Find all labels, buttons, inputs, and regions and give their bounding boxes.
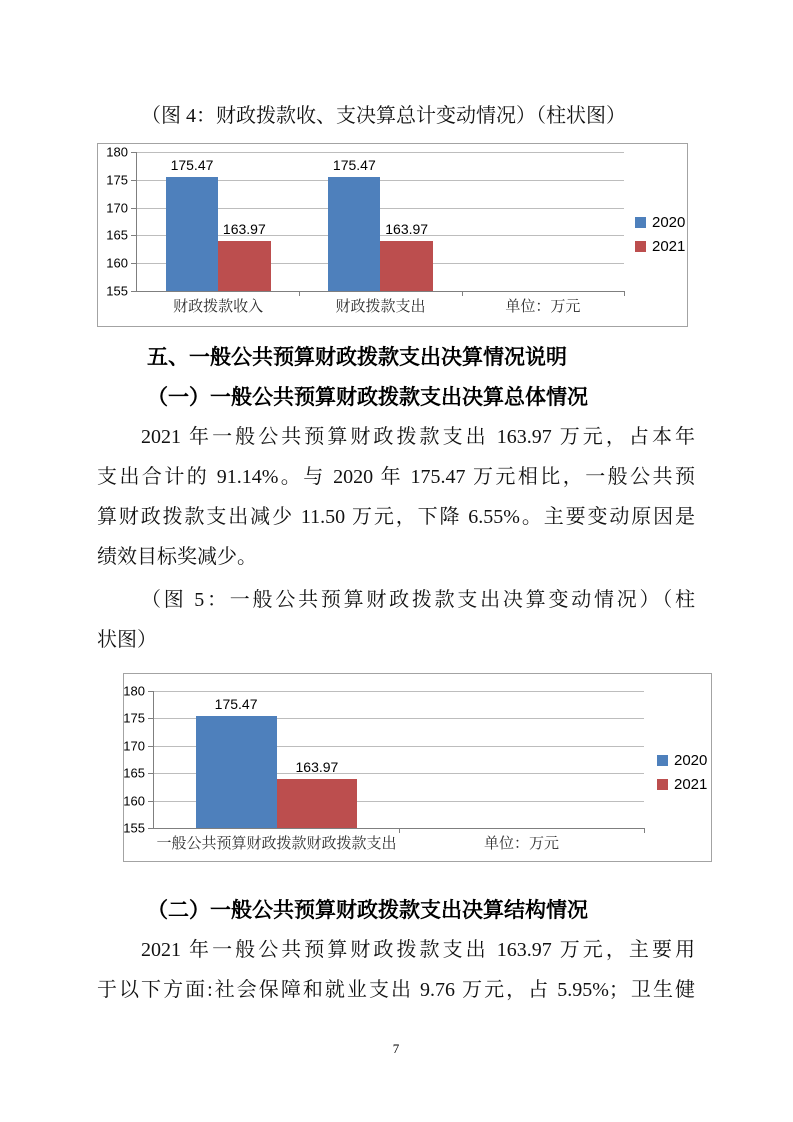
bar-2021 [218, 221, 270, 291]
category-label: 一般公共预算财政拨款财政拨款支出 [156, 835, 397, 852]
subsection-2-heading: （二）一般公共预算财政拨款支出决算结构情况 [147, 898, 588, 922]
x-axis-tick [399, 828, 400, 833]
x-axis-tick [462, 291, 463, 296]
value-label: 175.47 [170, 157, 214, 174]
legend-label: 2020 [674, 751, 708, 769]
x-axis-labels [137, 291, 624, 316]
legend-item [657, 748, 707, 772]
y-axis-label: 155 [123, 820, 145, 836]
y-axis-label: 160 [123, 793, 145, 809]
value-label: 163.97 [222, 221, 266, 238]
figure5-caption [97, 580, 695, 660]
figure4-bar-chart [97, 143, 688, 327]
bars-layer [137, 152, 624, 291]
y-axis-label: 180 [106, 144, 128, 160]
value-label: 175.47 [332, 157, 376, 174]
unit-label: 单位：万元 [505, 298, 581, 315]
category-label: 财政拨款支出 [335, 298, 426, 315]
text-line: 于以下方面:社会保障和就业支出 9.76 万元，占 5.95%；卫生健 [97, 979, 695, 1001]
y-axis-label: 170 [123, 738, 145, 754]
value-label: 163.97 [385, 221, 429, 238]
legend-label: 2021 [674, 775, 708, 793]
bars-layer [154, 691, 644, 828]
legend-item [657, 772, 707, 796]
legend-swatch-2020 [635, 217, 646, 228]
category-slot [462, 152, 624, 291]
category-slot [399, 691, 644, 828]
legend-swatch-2021 [657, 779, 668, 790]
text-line: 算财政拨款支出减少 11.50 万元，下降 6.55%。主要变动原因是 [97, 506, 695, 528]
page-number: 7 [392, 1041, 400, 1056]
paragraph-1 [97, 417, 695, 577]
legend-label: 2020 [652, 213, 686, 231]
bar-2021 [277, 758, 358, 828]
category-slot [137, 152, 299, 291]
chart-legend [635, 210, 685, 258]
x-axis-tick [624, 291, 625, 296]
y-axis-label: 175 [106, 172, 128, 188]
y-axis-label: 180 [123, 683, 145, 699]
legend-label: 2021 [652, 237, 686, 255]
y-axis-label: 175 [123, 710, 145, 726]
chart-plot-area [123, 683, 644, 852]
text-line: （图 5：一般公共预算财政拨款支出决算变动情况）（柱 [141, 589, 695, 611]
unit-label: 单位：万元 [483, 835, 559, 852]
value-label: 163.97 [295, 758, 339, 775]
figure4-caption: （图 4：财政拨款收、支决算总计变动情况）（柱状图） [141, 105, 626, 127]
bar-2021 [380, 221, 432, 291]
value-label: 175.47 [214, 695, 258, 712]
category-label: 财政拨款收入 [173, 298, 264, 315]
y-axis-label: 165 [106, 227, 128, 243]
paragraph-2 [97, 930, 695, 1010]
document-content [97, 96, 708, 1062]
subsection-1-heading: （一）一般公共预算财政拨款支出决算总体情况 [147, 385, 588, 409]
legend-item [635, 234, 685, 258]
bar-group [196, 691, 358, 828]
section-5-heading: 五、一般公共预算财政拨款支出决算情况说明 [147, 345, 567, 369]
legend-item [635, 210, 685, 234]
legend-swatch-2021 [635, 241, 646, 252]
figure5-bar-chart [123, 673, 712, 862]
text-line: 2021 年一般公共预算财政拨款支出 163.97 万元，主要用 [141, 939, 695, 961]
x-axis-tick [299, 291, 300, 296]
bar-group [166, 152, 271, 291]
legend-swatch-2020 [657, 755, 668, 766]
text-line: 2021 年一般公共预算财政拨款支出 163.97 万元，占本年 [141, 426, 695, 448]
chart-legend [657, 748, 707, 796]
text-line: 绩效目标奖减少。 [97, 546, 257, 568]
chart-plot-area [106, 144, 624, 315]
category-slot [154, 691, 399, 828]
y-axis-label: 155 [106, 283, 128, 299]
text-line: 状图） [97, 629, 157, 651]
text-line: 支出合计的 91.14%。与 2020 年 175.47 万元相比，一般公共预 [97, 466, 695, 488]
y-axis-label: 165 [123, 765, 145, 781]
y-axis-label: 160 [106, 255, 128, 271]
category-slot [299, 152, 461, 291]
y-axis-label: 170 [106, 200, 128, 216]
bar-group [328, 152, 433, 291]
x-axis-tick [644, 828, 645, 833]
